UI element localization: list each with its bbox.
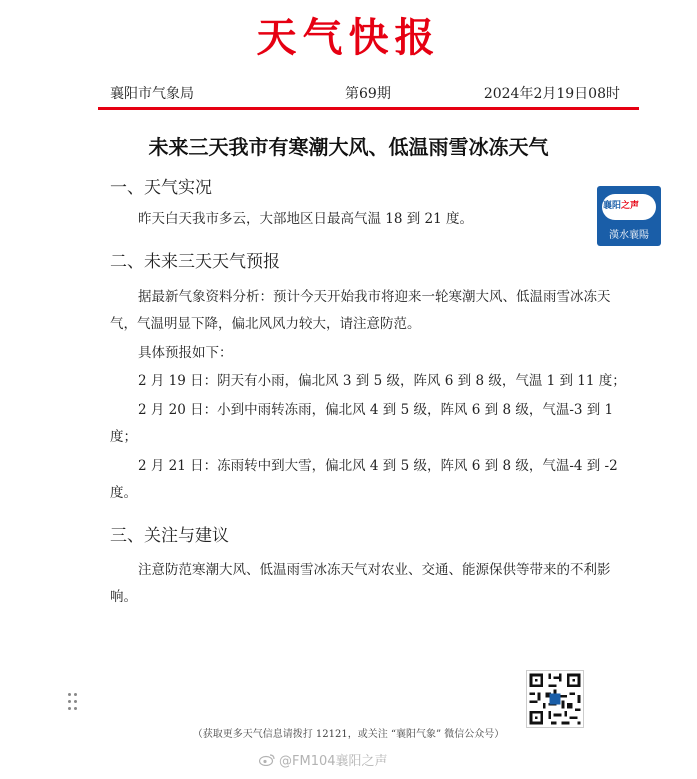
weibo-icon — [259, 754, 275, 766]
section-heading-observation: 一、天气实况 — [110, 178, 212, 198]
forecast-day-feb19: 2 月 19 日：阴天有小雨，偏北风 3 到 5 级，阵风 6 到 8 级，气温 1 到 11 度； — [138, 373, 626, 389]
bulletin-masthead: 天气快报 — [256, 14, 441, 61]
forecast-intro-line: 具体预报如下： — [138, 345, 233, 361]
forecast-summary-paragraph: 据最新气象资料分析：预计今天开始我市将迎来一轮寒潮大风、低温雨雪冰冻天气，气温明显下降，偏北风风力较大，请注意防范。 — [110, 289, 611, 332]
issue-number: 第69期 — [345, 86, 391, 102]
section-heading-forecast: 二、未来三天天气预报 — [110, 252, 280, 272]
section-heading-advice: 三、关注与建议 — [110, 526, 229, 546]
advice-paragraph: 注意防范寒潮大风、低温雨雪冰冻天气对农业、交通、能源保供等带来的不利影响。 — [110, 562, 611, 605]
weibo-watermark — [259, 750, 388, 769]
issue-date: 2024年2月19日08时 — [483, 86, 620, 102]
watermark-text: @FM104襄阳之声 — [279, 754, 388, 769]
station-logo-name: 襄阳之声 — [603, 201, 640, 211]
footer-note: （获取更多天气信息请拨打 12121，或关注 “襄阳气象” 微信公众号） — [192, 729, 505, 740]
observation-paragraph: 昨天白天我市多云，大部地区日最高气温 18 到 21 度。 — [138, 211, 474, 227]
bulletin-meta — [110, 83, 620, 103]
drag-handle-icon[interactable] — [68, 693, 78, 713]
forecast-day-feb20: 2 月 20 日：小到中雨转冻雨，偏北风 4 到 5 级，阵风 6 到 8 级，气温-3 到 1 度； — [110, 402, 614, 445]
issuing-org: 襄阳市气象局 — [110, 86, 194, 102]
qr-code-icon — [526, 670, 584, 728]
station-logo — [597, 186, 661, 246]
header-divider — [98, 107, 639, 110]
forecast-day-feb21: 2 月 21 日：冻雨转中到大雪，偏北风 4 到 5 级，阵风 6 到 8 级，气温-4 到 -2 度。 — [110, 458, 618, 501]
station-logo-subtitle: 漢水襄陽 — [609, 230, 649, 241]
document-title: 未来三天我市有寒潮大风、低温雨雪冰冻天气 — [148, 135, 549, 159]
